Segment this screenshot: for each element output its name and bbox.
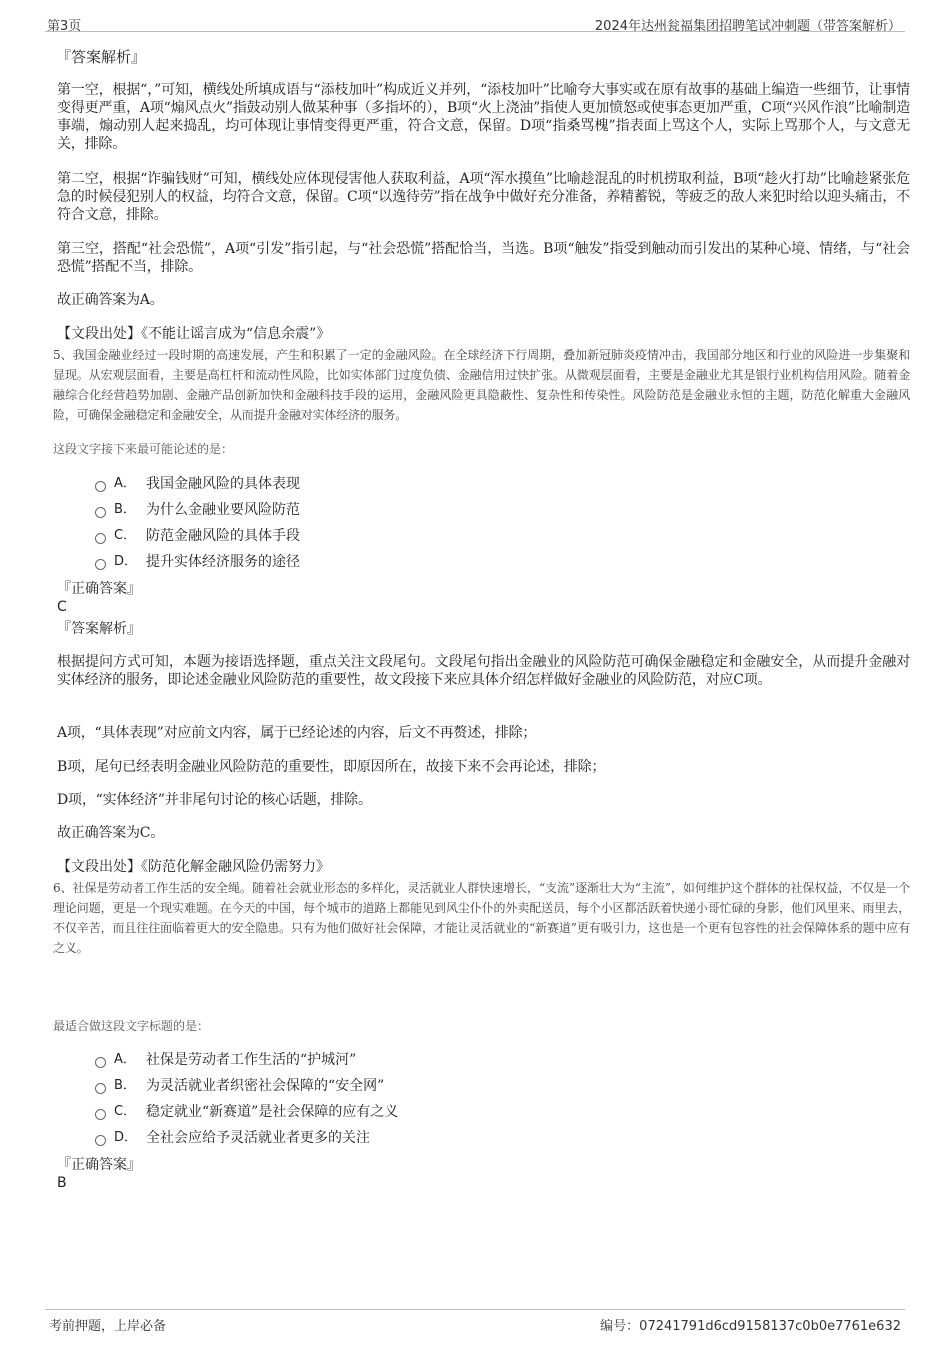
document-id: 编号：07241791d6cd9158137c0b0e7761e632 bbox=[600, 1319, 901, 1334]
q5-option-b[interactable] bbox=[95, 500, 300, 520]
page-footer bbox=[45, 1309, 905, 1332]
q5-answer-label: 『正确答案』 bbox=[57, 581, 141, 597]
option-text: 我国金融风险的具体表现 bbox=[146, 476, 300, 492]
q6-answer: B bbox=[57, 1175, 67, 1191]
prev-source: 【文段出处】《不能让谣言成为“信息余震”》 bbox=[57, 326, 331, 342]
radio-button-icon[interactable] bbox=[95, 1109, 106, 1120]
q6-answer-label: 『正确答案』 bbox=[57, 1157, 141, 1173]
q6-option-a[interactable] bbox=[95, 1050, 356, 1070]
option-text: 防范金融风险的具体手段 bbox=[146, 528, 300, 544]
question-5-prompt: 这段文字接下来最可能论述的是： bbox=[53, 442, 234, 456]
question-5-text: 5、我国金融业经过一段时期的高速发展，产生和积累了一定的金融风险。在全球经济下行周期，叠加新冠肺炎疫情冲击，我国部分地区和行业的风险进一步集聚和显现。从宏观层面看，主要是高杠杆和流动性风险，比如实体部门过度负债、金融信用过快扩张。从微观层面看，主要是金融业尤其是银行业机构信用风险。随着金融综合化经营趋势加剧、金融产品创新加快和金融科技手段的运用，金融风险更具隐蔽性、复杂性和传染性。风险防范是金融业永恒的主题，防范化解重大金融风险，可确保金融稳定和金融安全，从而提升金融对实体经济的服务。 bbox=[53, 348, 910, 422]
option-text: 为灵活就业者织密社会保障的“安全网” bbox=[146, 1078, 385, 1094]
question-6-text: 6、社保是劳动者工作生活的安全绳。随着社会就业形态的多样化，灵活就业人群快速增长，“支流”逐渐壮大为“主流”，如何维护这个群体的社保权益，不仅是一个理论问题，更是一个现实难题。在今天的中国，每个城市的道路上都能见到风尘仆仆的外卖配送员，每个小区都活跃着快递小哥忙碌的身影，他们风里来、雨里去，不仅辛苦，而且往往面临着更大的安全隐患。只有为他们做好社会保障，才能让灵活就业的“新赛道”更有吸引力，这也是一个更有包容性的社会保障体系的题中应有之义。 bbox=[53, 881, 910, 955]
prev-analysis-para-2: 第二空，根据“诈骗钱财”可知，横线处应体现侵害他人获取利益，A项“浑水摸鱼”比喻趁混乱的时机捞取利益，B项“趁火打劫”比喻趁紧张危急的时候侵犯别人的权益，均符合文意，保留。C项“以逸待劳”指在战争中做好充分准备，养精蓄锐，等疲乏的敌人来犯时给以迎头痛击，不符合文意，排除。 bbox=[57, 171, 910, 223]
option-text: 全社会应给予灵活就业者更多的关注 bbox=[146, 1130, 370, 1146]
page-header bbox=[45, 13, 905, 32]
prev-analysis-para-3: 第三空，搭配“社会恐慌”，A项“引发”指引起，与“社会恐慌”搭配恰当，当选。B项“触发”指受到触动而引发出的某种心境、情绪，与“社会恐慌”搭配不当，排除。 bbox=[57, 241, 910, 275]
q5-analysis-para-1: 根据提问方式可知，本题为接语选择题，重点关注文段尾句。文段尾句指出金融业的风险防范可确保金融稳定和金融安全，从而提升金融对实体经济的服务，即论述金融业风险防范的重要性，故文段接下来应具体介绍怎样做好金融业的风险防范，对应C项。 bbox=[57, 654, 910, 688]
radio-button-icon[interactable] bbox=[95, 1083, 106, 1094]
radio-button-icon[interactable] bbox=[95, 559, 106, 570]
option-text: 稳定就业“新赛道”是社会保障的应有之义 bbox=[146, 1104, 399, 1120]
option-key: D． bbox=[114, 1130, 138, 1145]
q5-option-c[interactable] bbox=[95, 526, 300, 546]
q5-analysis-para-2: A项，“具体表现”对应前文内容，属于已经论述的内容，后文不再赘述，排除； bbox=[57, 725, 537, 741]
option-key: D． bbox=[114, 554, 138, 569]
prev-analysis-conclusion: 故正确答案为A。 bbox=[57, 292, 164, 308]
prev-analysis-label: 『答案解析』 bbox=[56, 48, 147, 66]
option-text: 为什么金融业要风险防范 bbox=[146, 502, 300, 518]
option-key: C． bbox=[114, 528, 137, 543]
footer-slogan: 考前押题，上岸必备 bbox=[49, 1319, 167, 1334]
document-title: 2024年达州瓮福集团招聘笔试冲刺题（带答案解析） bbox=[594, 19, 901, 34]
q5-analysis-para-4: D项，“实体经济”并非尾句讨论的核心话题，排除。 bbox=[57, 792, 372, 808]
question-6-prompt: 最适合做这段文字标题的是： bbox=[53, 1019, 210, 1033]
option-key: B． bbox=[114, 1078, 136, 1093]
option-key: A． bbox=[114, 1052, 136, 1067]
q6-option-b[interactable] bbox=[95, 1076, 384, 1096]
option-key: C． bbox=[114, 1104, 137, 1119]
prev-analysis-para-1: 第一空，根据“，”可知，横线处所填成语与“添枝加叶”构成近义并列，“添枝加叶”比喻夸大事实或在原有故事的基础上编造一些细节，让事情变得更严重，A项“煽风点火”指鼓动别人做某种事（多指坏的），B项“火上浇油”指使人更加愤怒或使事态更加严重，C项“兴风作浪”比喻制造事端，煽动别人起来捣乱，均可体现让事情变得更严重，符合文意，保留。D项“指桑骂槐”指表面上骂这个人，实际上骂那个人，与文意无关，排除。 bbox=[57, 82, 910, 152]
q5-analysis-conclusion: 故正确答案为C。 bbox=[57, 825, 165, 841]
q5-analysis-para-3: B项，尾句已经表明金融业风险防范的重要性，即原因所在，故接下来不会再论述，排除； bbox=[57, 759, 606, 775]
q5-option-d[interactable] bbox=[95, 552, 300, 572]
page-number: 第3页 bbox=[47, 19, 82, 34]
radio-button-icon[interactable] bbox=[95, 507, 106, 518]
option-key: B． bbox=[114, 502, 136, 517]
q6-option-c[interactable] bbox=[95, 1102, 398, 1122]
radio-button-icon[interactable] bbox=[95, 1135, 106, 1146]
option-text: 提升实体经济服务的途径 bbox=[146, 554, 300, 570]
q5-option-a[interactable] bbox=[95, 474, 300, 494]
q5-answer: C bbox=[57, 599, 67, 615]
radio-button-icon[interactable] bbox=[95, 1057, 106, 1068]
radio-button-icon[interactable] bbox=[95, 481, 106, 492]
q5-source: 【文段出处】《防范化解金融风险仍需努力》 bbox=[57, 859, 330, 875]
q5-analysis-label: 『答案解析』 bbox=[57, 621, 141, 637]
option-text: 社保是劳动者工作生活的“护城河” bbox=[146, 1052, 357, 1068]
radio-button-icon[interactable] bbox=[95, 533, 106, 544]
q6-option-d[interactable] bbox=[95, 1128, 370, 1148]
option-key: A． bbox=[114, 476, 136, 491]
